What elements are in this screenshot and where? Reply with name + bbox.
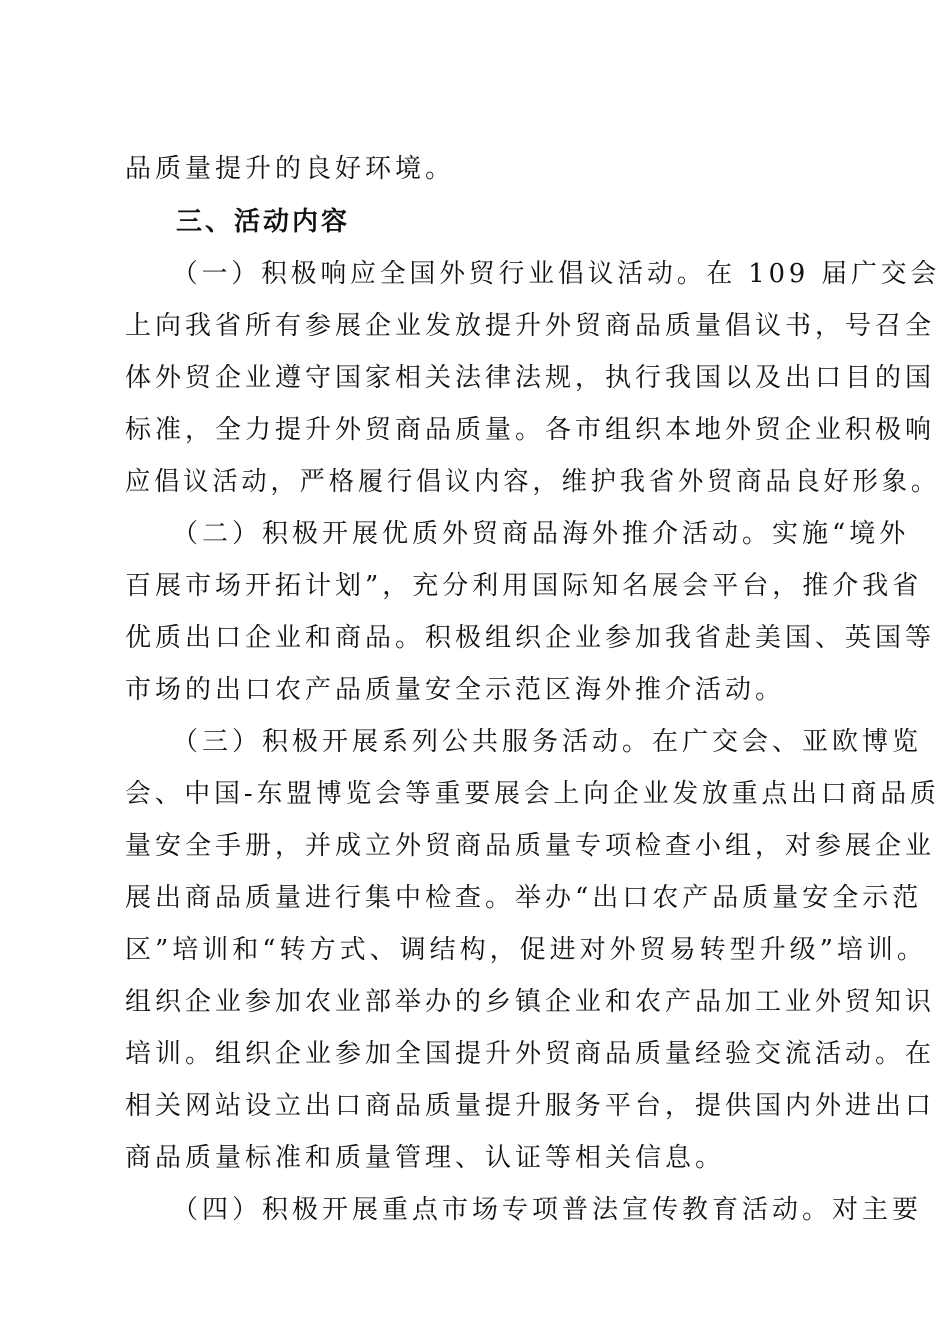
body-text-line: 上向我省所有参展企业发放提升外贸商品质量倡议书，号召全 bbox=[125, 311, 936, 341]
body-text-line: 体外贸企业遵守国家相关法律法规，执行我国以及出口目的国 bbox=[125, 363, 936, 393]
paragraph-first-line: （二）积极开展优质外贸商品海外推介活动。实施“境外 bbox=[172, 519, 910, 549]
section-heading: 三、活动内容 bbox=[176, 207, 351, 237]
body-text-line: 标准，全力提升外贸商品质量。各市组织本地外贸企业积极响 bbox=[125, 415, 936, 445]
body-text-line: 培训。组织企业参加全国提升外贸商品质量经验交流活动。在 bbox=[125, 1039, 936, 1069]
body-text-line: 相关网站设立出口商品质量提升服务平台，提供国内外进出口 bbox=[125, 1091, 936, 1121]
body-text-line: 区”培训和“转方式、调结构，促进对外贸易转型升级”培训。 bbox=[125, 935, 927, 965]
body-text-line: 会、中国-东盟博览会等重要展会上向企业发放重点出口商品质 bbox=[125, 779, 940, 809]
paragraph-first-line: （三）积极开展系列公共服务活动。在广交会、亚欧博览 bbox=[172, 727, 923, 757]
body-text-line: 展出商品质量进行集中检查。举办“出口农产品质量安全示范 bbox=[125, 883, 923, 913]
body-text-line: 商品质量标准和质量管理、认证等相关信息。 bbox=[125, 1143, 726, 1173]
body-text-line: 应倡议活动，严格履行倡议内容，维护我省外贸商品良好形象。 bbox=[125, 467, 940, 497]
paragraph-first-line: （一）积极响应全国外贸行业倡议活动。在 109 届广交会 bbox=[172, 259, 941, 289]
body-text-line: 量安全手册，并成立外贸商品质量专项检查小组，对参展企业 bbox=[125, 831, 936, 861]
body-text-line: 品质量提升的良好环境。 bbox=[125, 154, 456, 184]
paragraph-first-line: （四）积极开展重点市场专项普法宣传教育活动。对主要 bbox=[172, 1195, 923, 1225]
body-text-line: 组织企业参加农业部举办的乡镇企业和农产品加工业外贸知识 bbox=[125, 987, 936, 1017]
body-text-line: 百展市场开拓计划”，充分利用国际知名展会平台，推介我省 bbox=[125, 571, 923, 601]
body-text-line: 优质出口企业和商品。积极组织企业参加我省赴美国、英国等 bbox=[125, 623, 936, 653]
body-text-line: 市场的出口农产品质量安全示范区海外推介活动。 bbox=[125, 675, 786, 705]
